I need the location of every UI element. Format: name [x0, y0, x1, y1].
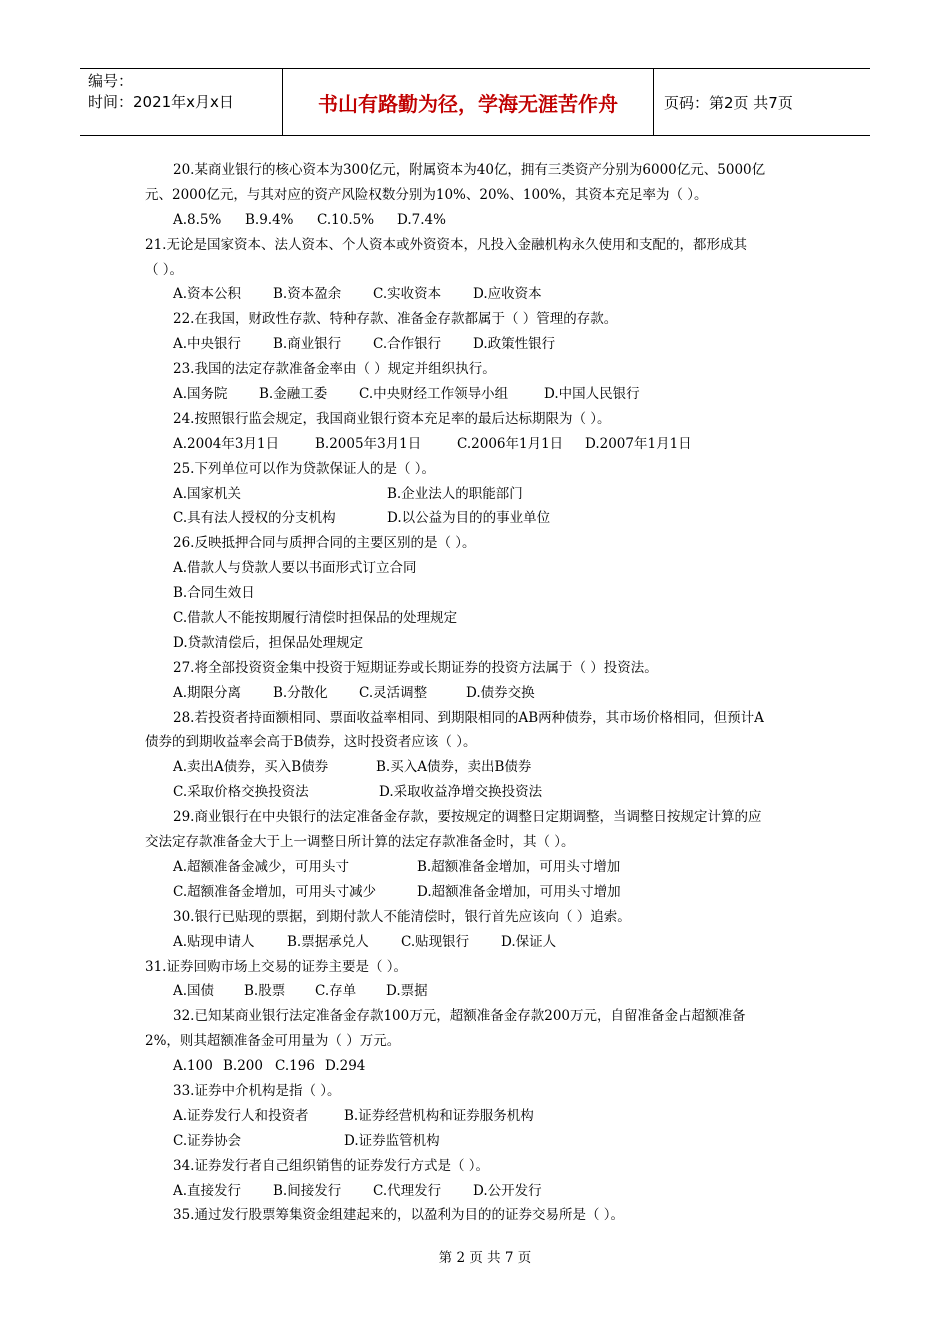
- question-34-option-a: A.直接发行: [173, 1182, 242, 1199]
- question-23-option-c: C.中央财经工作领导小组: [359, 386, 509, 403]
- question-33-option-c: C.证券协会: [173, 1132, 242, 1149]
- question-28-option-c: C.采取价格交换投资法: [173, 784, 309, 801]
- question-28-options-row-2: [145, 780, 810, 805]
- question-25-option-c: C.具有法人授权的分支机构: [173, 510, 336, 527]
- question-24-option-b: B.2005年3月1日: [315, 435, 422, 452]
- question-32-option-d: D.294: [325, 1058, 366, 1075]
- question-26-option-c: C.借款人不能按期履行清偿时担保品的处理规定: [173, 610, 458, 627]
- question-33-text-1: 33.证券中介机构是指（ ）。: [173, 1082, 341, 1099]
- question-31-option-c: C.存单: [315, 983, 357, 1000]
- question-list: [145, 158, 810, 1228]
- question-35-text-1: 35.通过发行股票筹集资金组建起来的，以盈利为目的的证券交易所是（ ）。: [173, 1207, 625, 1224]
- question-21-option-d: D.应收资本: [473, 286, 542, 303]
- question-29-option-b: B.超额准备金增加，可用头寸增加: [417, 858, 621, 875]
- question-29-text-2: 交法定存款准备金大于上一调整日所计算的法定存款准备金时，其（ ）。: [145, 834, 575, 851]
- question-23-option-b: B.金融工委: [259, 386, 328, 403]
- question-20-text-2: 元、2000亿元，与其对应的资产风险权数分别为10%、20%、100%，其资本充足率为（ ）。: [145, 186, 708, 203]
- question-30-options: [145, 930, 810, 955]
- question-31-options: [145, 979, 810, 1004]
- header-motto: 书山有路勤为径，学海无涯苦作舟: [282, 69, 654, 135]
- page-header: [80, 68, 870, 136]
- question-28-option-d: D.采取收益净增交换投资法: [379, 784, 543, 801]
- question-29-option-d: D.超额准备金增加，可用头寸增加: [417, 883, 621, 900]
- question-29-text-1: 29.商业银行在中央银行的法定准备金存款，要按规定的调整日定期调整，当调整日按规定计算的应: [173, 809, 762, 826]
- question-29-option-a: A.超额准备金减少，可用头寸: [173, 858, 350, 875]
- question-22-option-a: A.中央银行: [173, 336, 242, 353]
- question-20-option-c: C.10.5%: [317, 211, 375, 228]
- question-21-option-b: B.资本盈余: [273, 286, 342, 303]
- question-21-text-1: 21.无论是国家资本、法人资本、个人资本或外资资本，凡投入金融机构永久使用和支配的，都形成其: [145, 236, 747, 253]
- question-30-option-a: A.贴现申请人: [173, 933, 255, 950]
- question-29-options-row-2: [145, 880, 810, 905]
- question-21-text-2: （ ）。: [145, 261, 184, 278]
- question-20-options: [145, 208, 810, 233]
- question-26-option-d: D.贷款清偿后，担保品处理规定: [173, 634, 364, 651]
- time-label: 时间：2021年x月x日: [88, 93, 234, 111]
- question-23-option-d: D.中国人民银行: [544, 386, 640, 403]
- question-22-option-b: B.商业银行: [273, 336, 342, 353]
- question-24-option-a: A.2004年3月1日: [173, 435, 280, 452]
- question-27-text-1: 27.将全部投资资金集中投资于短期证券或长期证券的投资方法属于（ ）投资法。: [173, 659, 658, 676]
- question-27-options: [145, 681, 810, 706]
- question-30-option-d: D.保证人: [501, 933, 557, 950]
- question-22-text-1: 22.在我国，财政性存款、特种存款、准备金存款都属于（ ）管理的存款。: [173, 311, 618, 328]
- question-34-option-d: D.公开发行: [473, 1182, 542, 1199]
- question-22-option-d: D.政策性银行: [473, 336, 556, 353]
- question-32-text-2: 2%，则其超额准备金可用量为（ ）万元。: [145, 1033, 401, 1050]
- question-24-option-d: D.2007年1月1日: [585, 435, 692, 452]
- question-28-text-2: 债券的到期收益率会高于B债券，这时投资者应该（ ）。: [145, 734, 477, 751]
- question-22-option-c: C.合作银行: [373, 336, 442, 353]
- question-34-option-c: C.代理发行: [373, 1182, 442, 1199]
- question-24-text-1: 24.按照银行监会规定，我国商业银行资本充足率的最后达标期限为（ ）。: [173, 410, 611, 427]
- question-28-option-a: A.卖出A债券，买入B债券: [173, 759, 329, 776]
- question-28-text-1: 28.若投资者持面额相同、票面收益率相同、到期限相同的AB两种债券，其市场价格相同，但预计A: [173, 709, 764, 726]
- question-23-text-1: 23.我国的法定存款准备金率由（ ）规定并组织执行。: [173, 361, 496, 378]
- question-23-options: [145, 382, 810, 407]
- question-20-option-d: D.7.4%: [397, 211, 446, 228]
- header-meta: [80, 69, 282, 135]
- question-25-option-b: B.企业法人的职能部门: [387, 485, 523, 502]
- question-27-option-b: B.分散化: [273, 684, 328, 701]
- question-33-options-row-1: [145, 1104, 810, 1129]
- question-28-options-row-1: [145, 755, 810, 780]
- question-31-option-d: D.票据: [386, 983, 428, 1000]
- question-28-option-b: B.买入A债券，卖出B债券: [376, 759, 532, 776]
- question-20-option-b: B.9.4%: [245, 211, 294, 228]
- question-34-option-b: B.间接发行: [273, 1182, 342, 1199]
- question-21-options: [145, 282, 810, 307]
- question-29-option-c: C.超额准备金增加，可用头寸减少: [173, 883, 377, 900]
- question-22-options: [145, 332, 810, 357]
- question-32-options: [145, 1054, 810, 1079]
- question-34-text-1: 34.证券发行者自己组织销售的证券发行方式是（ ）。: [173, 1157, 490, 1174]
- question-21-option-c: C.实收资本: [373, 286, 442, 303]
- question-32-text-1: 32.已知某商业银行法定准备金存款100万元，超额准备金存款200万元，自留准备金占超额准备: [173, 1008, 746, 1025]
- question-32-option-b: B.200: [223, 1058, 263, 1075]
- question-33-options-row-2: [145, 1129, 810, 1154]
- question-27-option-c: C.灵活调整: [359, 684, 428, 701]
- question-21-option-a: A.资本公积: [173, 286, 242, 303]
- question-25-options-row-2: [145, 506, 810, 531]
- question-33-option-a: A.证券发行人和投资者: [173, 1107, 309, 1124]
- question-25-option-a: A.国家机关: [173, 485, 242, 502]
- question-24-options: [145, 432, 810, 457]
- question-31-text-1: 31.证券回购市场上交易的证券主要是（ ）。: [145, 958, 408, 975]
- question-25-options-row-1: [145, 482, 810, 507]
- question-29-options-row-1: [145, 855, 810, 880]
- question-25-option-d: D.以公益为目的的事业单位: [387, 510, 551, 527]
- question-27-option-d: D.债券交换: [466, 684, 535, 701]
- question-20-text-1: 20.某商业银行的核心资本为300亿元，附属资本为40亿，拥有三类资产分别为6000亿元、5000亿: [173, 162, 766, 178]
- question-32-option-c: C.196: [275, 1058, 315, 1075]
- question-34-options: [145, 1179, 810, 1204]
- question-31-option-a: A.国债: [173, 983, 215, 1000]
- question-26-option-b: B.合同生效日: [173, 585, 255, 602]
- question-23-option-a: A.国务院: [173, 386, 228, 403]
- question-30-option-b: B.票据承兑人: [287, 933, 369, 950]
- header-page-info: 页码：第2页 共7页: [664, 93, 793, 112]
- question-30-text-1: 30.银行已贴现的票据，到期付款人不能清偿时，银行首先应该向（ ）追索。: [173, 908, 631, 925]
- question-25-text-1: 25.下列单位可以作为贷款保证人的是（ ）。: [173, 460, 436, 477]
- question-27-option-a: A.期限分离: [173, 684, 242, 701]
- question-26-option-a: A.借款人与贷款人要以书面形式订立合同: [173, 560, 417, 577]
- question-20-option-a: A.8.5%: [173, 211, 222, 228]
- question-33-option-b: B.证券经营机构和证券服务机构: [344, 1107, 534, 1124]
- question-33-option-d: D.证券监管机构: [344, 1132, 440, 1149]
- question-31-option-b: B.股票: [244, 983, 286, 1000]
- page-footer: 第 2 页 共 7 页: [438, 1250, 532, 1266]
- question-32-option-a: A.100: [173, 1058, 213, 1075]
- question-24-option-c: C.2006年1月1日: [457, 435, 564, 452]
- number-label: 编号：: [88, 72, 134, 90]
- question-30-option-c: C.贴现银行: [401, 933, 470, 950]
- question-26-text-1: 26.反映抵押合同与质押合同的主要区别的是（ ）。: [173, 535, 476, 552]
